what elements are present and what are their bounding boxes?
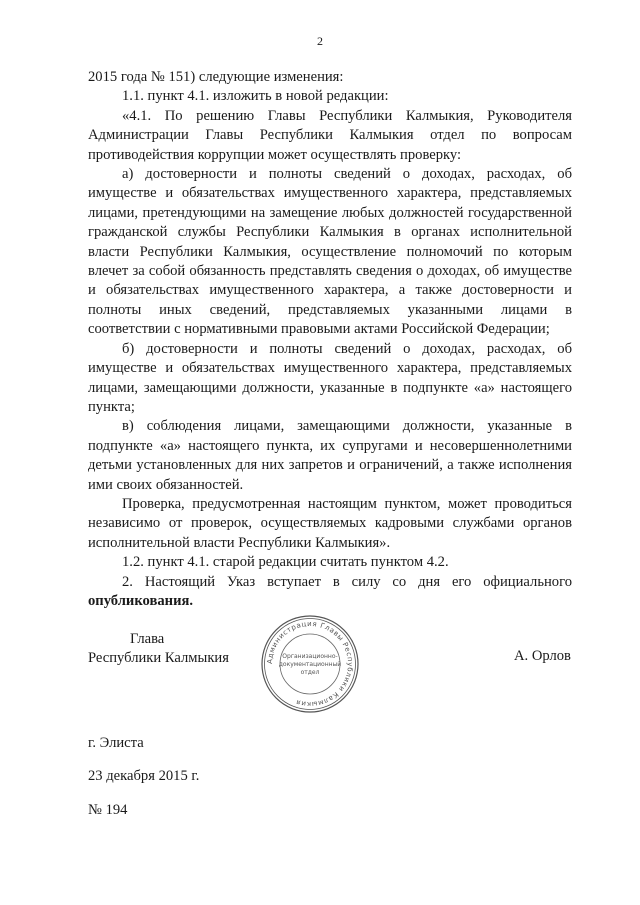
stamp-center-line3: отдел <box>300 669 320 676</box>
signatory-name: А. Орлов <box>514 648 571 664</box>
paragraph-1: 1.1. пункт 4.1. изложить в новой редакции: <box>122 88 389 105</box>
paragraph-8: 2. Настоящий Указ вступает в силу со дня его официального опубликования. <box>88 573 572 609</box>
paragraph-6: Проверка, предусмотренная настоящим пунктом, может проводиться независимо от проверок, осуществляемых кадровыми службами органов исполнительной власти Республики Калмыкия». <box>88 495 572 551</box>
paragraph-4: б) достоверности и полноты сведений о доходах, расходах, об имуществе и обязательствах имущественного характера, представляемых лицами, замещающими должности, указанные в подпункте «а» настоящего пункта; <box>88 340 572 415</box>
paragraph-5: в) соблюдения лицами, замещающими должности, указанные в подпункте «а» настоящего пункта, их супругами и несовершеннолетними детьми установленных для них запретов и ограничений, а также исполнения ими своих обязанностей. <box>88 418 572 493</box>
document-body <box>88 68 572 611</box>
paragraph-7: 1.2. пункт 4.1. старой редакции считать пунктом 4.2. <box>122 554 449 571</box>
signature-title-line2: Республики Калмыкия <box>88 650 229 667</box>
paragraph-3: а) достоверности и полноты сведений о доходах, расходах, об имуществе и обязательствах имущественного характера, представляемых лицами, претендующими на замещение любых должностей государственной гражданской службы Республики Калмыкия в органах исполнительной власти Республики Калмыкия, осуществление полномочий по которым влечет за собой обязанность представлять сведения о доходах, об имуществе и обязательствах имущественного характера, а также достоверности и полноты иных сведений, представляемых указанными лицами в соответствии с нормативными правовыми актами Российской Федерации; <box>88 166 572 338</box>
official-stamp <box>260 614 360 714</box>
page-number: 2 <box>317 34 323 48</box>
document-number: № 194 <box>88 801 128 818</box>
signature-title <box>88 630 229 669</box>
stamp-center-line2: документационный <box>278 661 342 668</box>
paragraph-2: «4.1. По решению Главы Республики Калмыкия, Руководителя Администрации Главы Республики Калмыкия отдел по вопросам противодействия коррупции может осуществлять проверку: <box>88 107 572 163</box>
paragraph-0: 2015 года № 151) следующие изменения: <box>88 69 344 85</box>
signature-title-line1: Глава <box>130 631 165 647</box>
paragraph-8-bold-word: опубликования. <box>88 592 194 609</box>
stamp-center-line1: Организационно- <box>282 653 338 660</box>
date: 23 декабря 2015 г. <box>88 768 200 785</box>
document-footer <box>88 734 199 834</box>
stamp-icon <box>260 614 360 714</box>
stamp-outer-text: Администрация Главы Республики Калмыкия <box>265 619 355 709</box>
city: г. Элиста <box>88 735 144 751</box>
